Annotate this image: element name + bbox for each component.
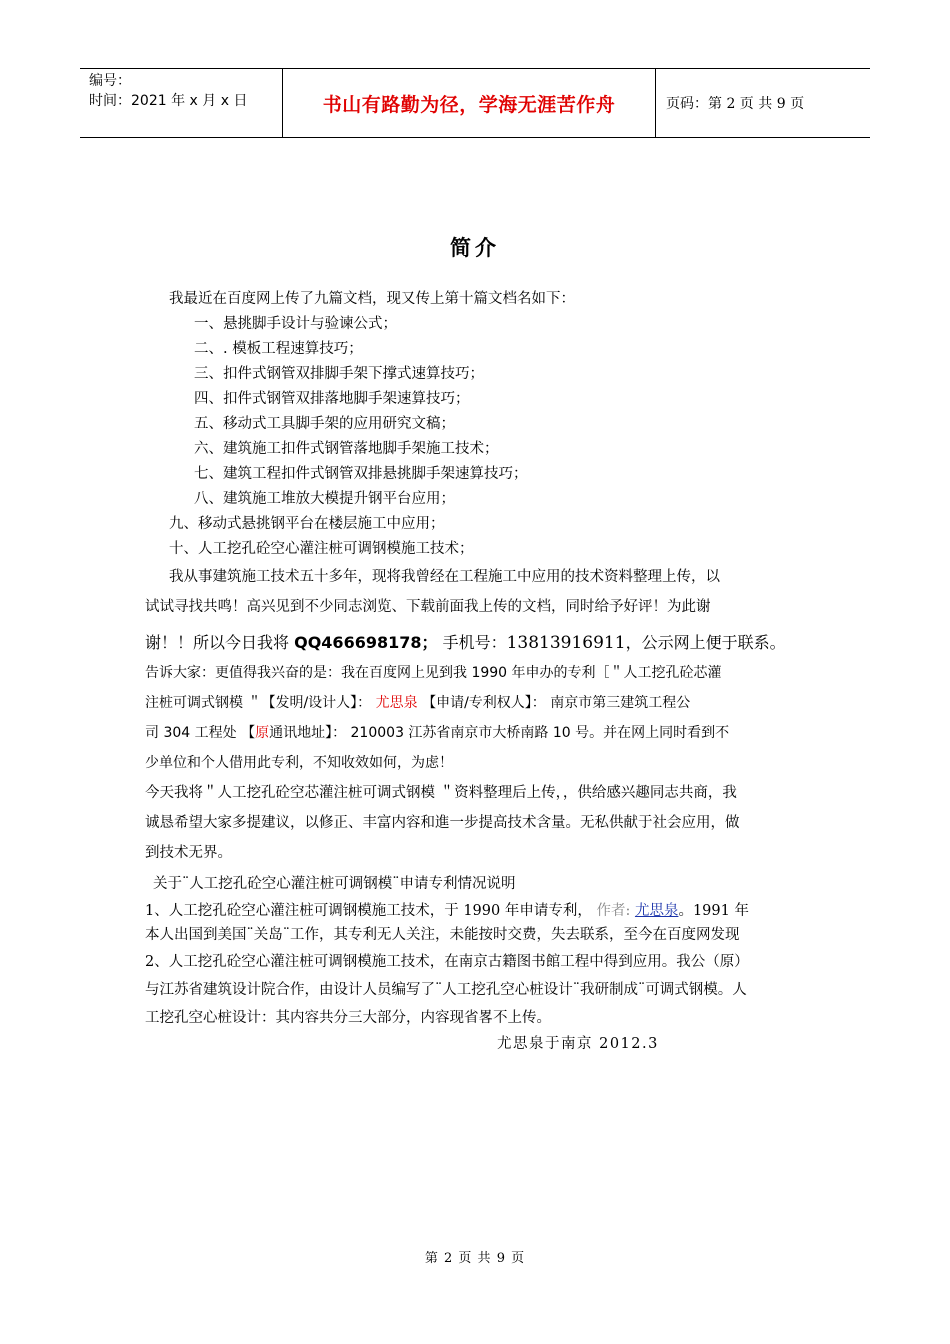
section-title: 关于¨人工挖孔砼空心灌注桩可调钢模¨申请专利情况说明 — [153, 876, 516, 892]
list-item: 七、建筑工程扣件式钢管双排悬挑脚手架速算技巧； — [194, 466, 528, 482]
author-link[interactable]: 尤思泉 — [634, 903, 679, 919]
line-text: 通讯地址】： 210003 江苏省南京市大桥南路 10 号。并在网上同时看到不 — [269, 725, 730, 741]
paragraph-line: 工挖孔空心桩设计：其内容共分三大部分，内容现省畧不上传。 — [145, 1010, 551, 1026]
highlight-text: 原 — [255, 725, 270, 741]
paragraph-line: 本人出国到美国¨关岛¨工作，其专利无人关注，未能按时交费，失去联系，至今在百度网发现 — [145, 927, 740, 943]
author-label: 作者: — [596, 903, 635, 919]
number-label: 编号： — [89, 73, 131, 89]
contact-text: 手机号： — [437, 633, 507, 652]
paragraph-experience — [145, 562, 810, 622]
intro-line: 我最近在百度网上传了九篇文档，现又传上第十篇文档名如下： — [169, 291, 575, 307]
qq-number: QQ466698178； — [294, 633, 438, 652]
contact-text: 谢！！所以今日我将 — [145, 633, 295, 652]
paragraph-line: 我从事建筑施工技术五十多年，现将我曾经在工程施工中应用的技术资料整理上传，以 — [169, 569, 720, 585]
list-item: 九、移动式悬挑钢平台在楼层施工中应用； — [169, 516, 445, 532]
patent-section — [145, 872, 810, 1056]
list-item: 四、扣件式钢管双排落地脚手架速算技巧； — [194, 391, 470, 407]
list-item: 二、. 模板工程速算技巧； — [194, 341, 363, 357]
line-text: 1、人工挖孔砼空心灌注桩可调钢模施工技术，于 1990 年申请专利， — [145, 903, 592, 919]
document-title: 简介 — [450, 235, 500, 260]
paragraph-line: 与江苏省建筑设计院合作，由设计人员编写了¨人工挖孔空心桩设计¨我研制成¨可调式钢模。人 — [145, 982, 747, 998]
paragraph-line — [145, 718, 810, 748]
paragraph-line: 到技术无界。 — [145, 845, 232, 861]
paragraph-upload — [145, 778, 810, 868]
line-text: 注桩可调式钢模 ＂【发明/设计人】： — [145, 695, 376, 711]
line-text: 【申请/专利权人】： 南京市第三建筑工程公 — [417, 695, 691, 711]
paragraph-line: 告诉大家：更值得我兴奋的是：我在百度网上见到我 1990 年申办的专利［＂人工挖孔砼芯灌 — [145, 665, 722, 681]
line-text: 司 304 工程处 【 — [145, 725, 256, 741]
list-item: 五、移动式工具脚手架的应用研究文稿； — [194, 416, 455, 432]
contact-line — [145, 628, 810, 658]
header-motto: 书山有路勤为径，学海无涯苦作舟 — [282, 69, 656, 137]
line-text: 。1991 年 — [678, 903, 749, 919]
page-footer: 第 2 页 共 9 页 — [424, 1251, 526, 1266]
list-item: 十、人工挖孔砼空心灌注桩可调钢模施工技术； — [169, 541, 474, 557]
header-page-info: 页码：第 2 页 共 9 页 — [666, 96, 805, 112]
list-item: 一、悬挑脚手设计与验谏公式； — [194, 316, 397, 332]
contact-text: ，公示网上便于联系。 — [625, 633, 786, 652]
time-label: 时间：2021 年 x 月 x 日 — [89, 93, 248, 109]
paragraph-line: 2、人工挖孔砼空心灌注桩可调钢模施工技术，在南京古籍图书館工程中得到应用。我公（原） — [145, 954, 749, 970]
signature: 尤思泉于南京 2012.3 — [497, 1036, 659, 1052]
document-body — [145, 287, 810, 1056]
page-header — [80, 68, 870, 138]
list-item: 三、扣件式钢管双排脚手架下撑式速算技巧； — [194, 366, 484, 382]
paragraph-line: 诚恳希望大家多提建议，以修正、丰富内容和進一步提高技术含量。无私供献于社会应用，做 — [145, 815, 740, 831]
list-item: 八、建筑施工堆放大模提升钢平台应用； — [194, 491, 455, 507]
phone-number: 13813916911 — [506, 633, 626, 653]
paragraph-line: 少单位和个人借用此专利，不知收效如何，为虑！ — [145, 755, 453, 771]
list-item: 六、建筑施工扣件式钢管落地脚手架施工技术； — [194, 441, 499, 457]
paragraph-line: 试试寻找共鸣！高兴见到不少同志浏览、下载前面我上传的文档，同时给予好评！为此谢 — [145, 599, 711, 615]
header-meta — [80, 69, 282, 137]
paragraph-patent — [145, 658, 810, 778]
paragraph-line — [145, 899, 810, 923]
paragraph-line — [145, 688, 810, 718]
inventor-name: 尤思泉 — [375, 695, 418, 711]
paragraph-line: 今天我将＂人工挖孔砼空芯灌注桩可调式钢模 ＂资料整理后上传，，供给感兴趣同志共商，我 — [145, 785, 737, 801]
